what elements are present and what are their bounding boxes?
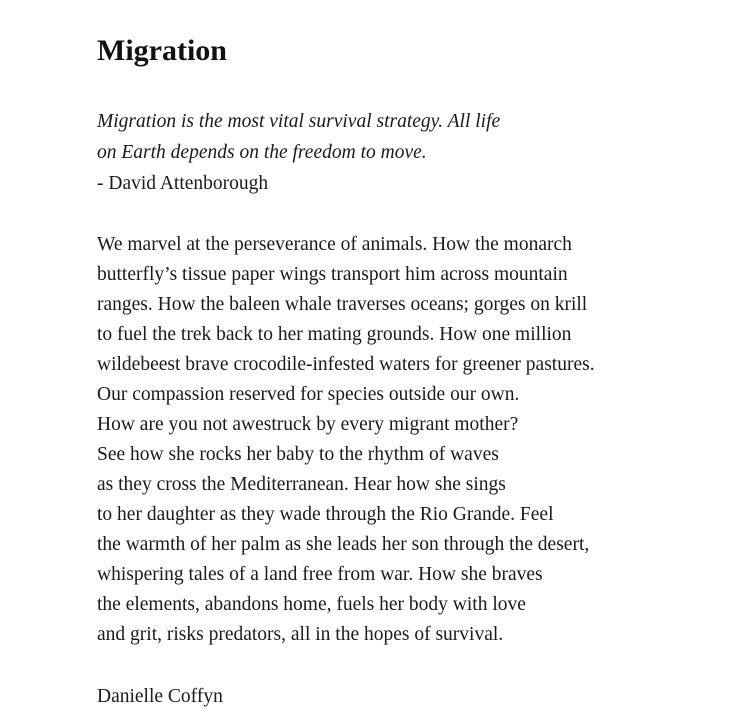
poem-body <box>97 230 727 650</box>
poem-line: and grit, risks predators, all in the hopes of survival. <box>97 624 504 645</box>
poem-line: ranges. How the baleen whale traverses oceans; gorges on krill <box>97 294 588 315</box>
poem-line: the warmth of her palm as she leads her son through the desert, <box>97 534 590 555</box>
poem-line: the elements, abandons home, fuels her body with love <box>97 594 526 615</box>
poem-line: How are you not awestruck by every migrant mother? <box>97 414 519 435</box>
poem-line: We marvel at the perseverance of animals. How the monarch <box>97 234 572 255</box>
poem-line: butterfly’s tissue paper wings transport him across mountain <box>97 264 568 285</box>
poem-line: wildebeest brave crocodile-infested waters for greener pastures. <box>97 354 595 375</box>
epigraph <box>97 106 727 199</box>
poem-line: whispering tales of a land free from war. How she braves <box>97 564 543 585</box>
poem-line: to fuel the trek back to her mating grounds. How one million <box>97 324 572 345</box>
epigraph-line: Migration is the most vital survival strategy. All life <box>97 111 501 132</box>
epigraph-attribution: - David Attenborough <box>97 173 269 194</box>
author-name: Danielle Coffyn <box>97 686 223 707</box>
poem-line: Our compassion reserved for species outside our own. <box>97 384 520 405</box>
poem-line: See how she rocks her baby to the rhythm of waves <box>97 444 499 465</box>
poem-line: to her daughter as they wade through the Rio Grande. Feel <box>97 504 554 525</box>
poem-title: Migration <box>97 34 227 67</box>
poem-line: as they cross the Mediterranean. Hear how she sings <box>97 474 506 495</box>
epigraph-line: on Earth depends on the freedom to move. <box>97 142 427 163</box>
poem-page <box>97 28 727 712</box>
